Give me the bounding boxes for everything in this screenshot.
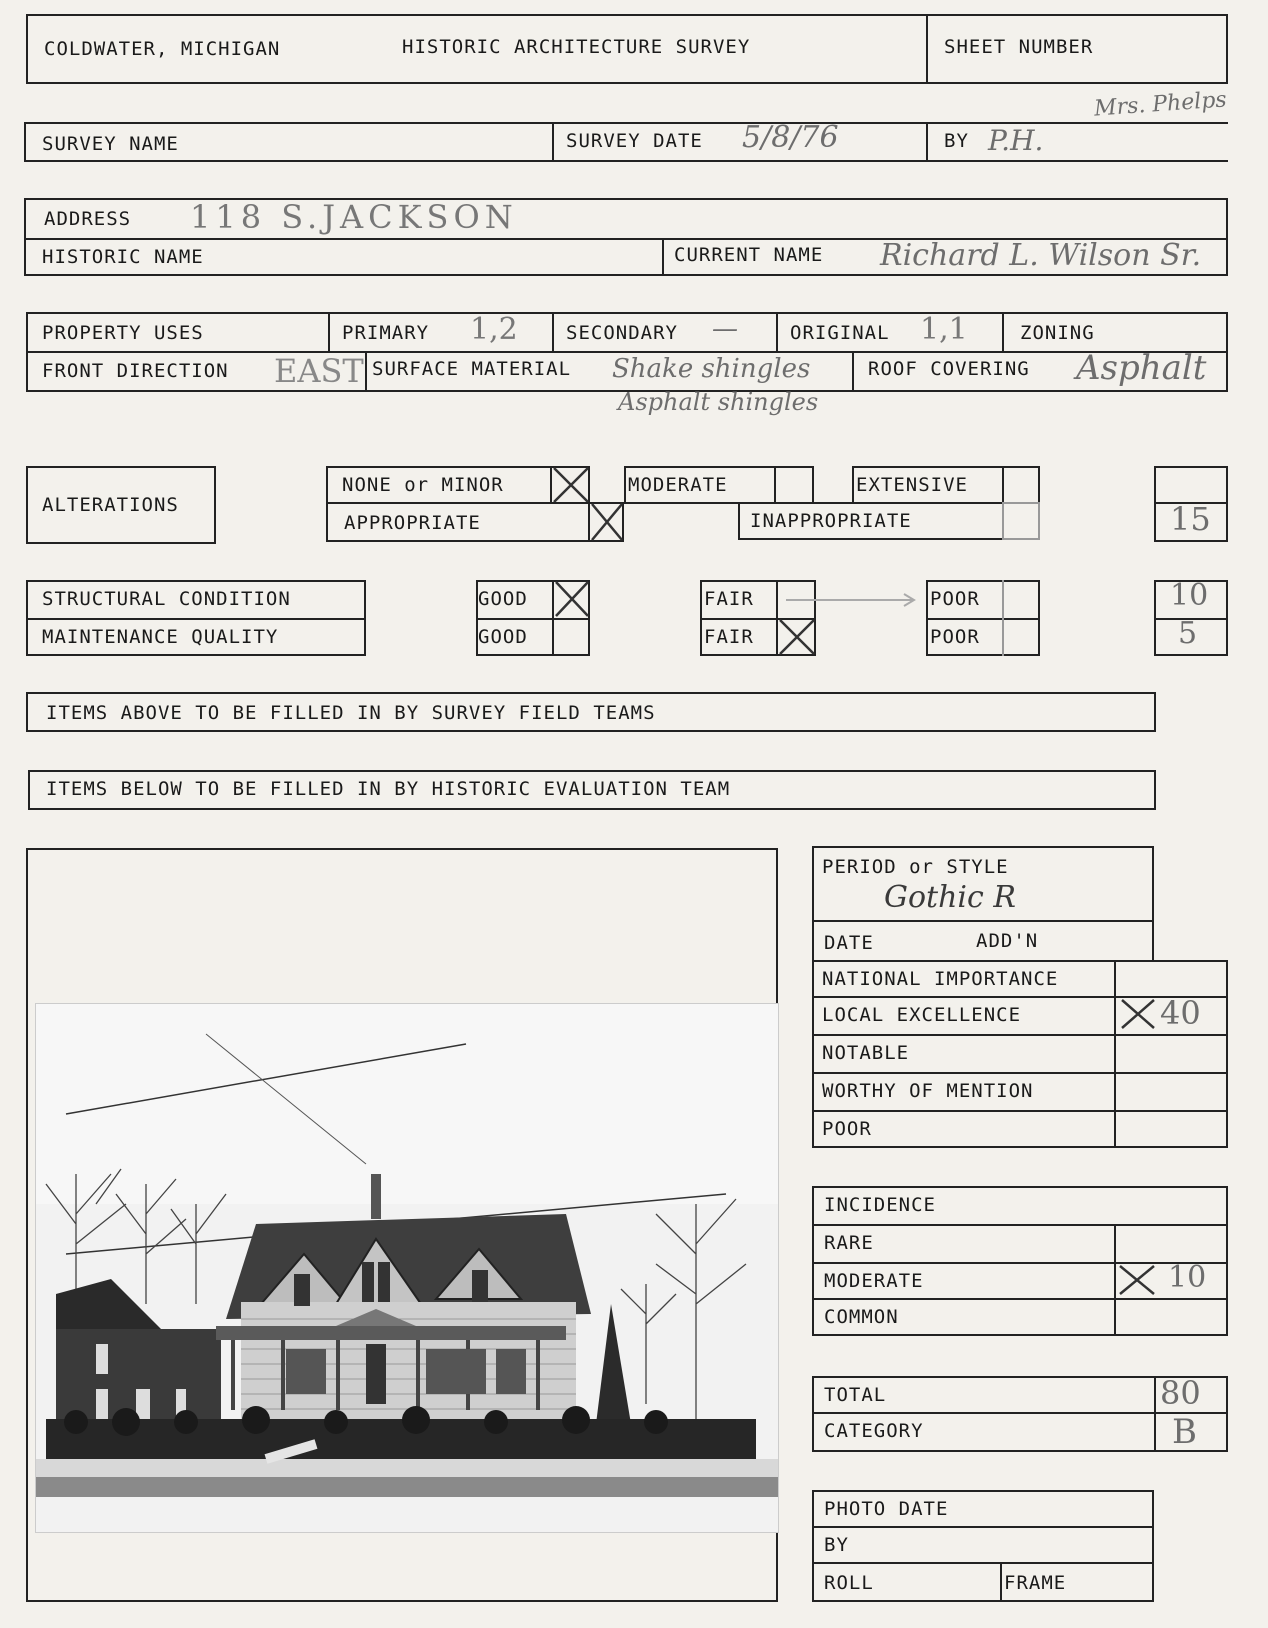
category-value: B <box>1172 1412 1197 1452</box>
maintenance-score: 5 <box>1178 616 1198 651</box>
incidence-moderate-score: 10 <box>1168 1260 1207 1295</box>
alterations-label: ALTERATIONS <box>42 494 179 516</box>
appropriate-label: APPROPRIATE <box>344 512 481 534</box>
current-name-divider <box>662 238 664 276</box>
notable-label: NOTABLE <box>822 1042 910 1064</box>
primary-value: 1,2 <box>470 312 518 347</box>
items-above-note: ITEMS ABOVE TO BE FILLED IN BY SURVEY FIELD TEAMS <box>46 702 656 724</box>
total-value: 80 <box>1160 1374 1201 1412</box>
current-name-value: Richard L. Wilson Sr. <box>880 238 1202 273</box>
property-divider <box>26 351 1228 353</box>
survey-by-label: BY <box>944 130 969 152</box>
photo-date-label: PHOTO DATE <box>824 1498 949 1520</box>
category-label: CATEGORY <box>824 1420 924 1442</box>
property-v1 <box>328 312 330 352</box>
local-excellence-x-icon <box>1118 996 1158 1032</box>
rare-label: RARE <box>824 1232 874 1254</box>
survey-title: HISTORIC ARCHITECTURE SURVEY <box>402 36 751 58</box>
inappropriate-check[interactable] <box>1002 502 1040 540</box>
importance-row-3 <box>812 1072 1228 1074</box>
roll-label: ROLL <box>824 1572 874 1594</box>
moderate-check[interactable] <box>774 466 814 504</box>
city-label: COLDWATER, MICHIGAN <box>44 38 281 60</box>
totals-divider <box>812 1412 1228 1414</box>
original-value: 1,1 <box>920 312 968 347</box>
extensive-check[interactable] <box>1002 466 1040 504</box>
secondary-label: SECONDARY <box>566 322 678 344</box>
front-direction-label: FRONT DIRECTION <box>42 360 229 382</box>
house-photo <box>36 1004 778 1532</box>
importance-row-4 <box>812 1110 1228 1112</box>
header-divider <box>926 14 928 84</box>
incidence-row-1 <box>812 1224 1228 1226</box>
date-label: DATE <box>824 932 874 954</box>
survey-divider-1 <box>552 122 554 162</box>
property-v6 <box>852 352 854 392</box>
zoning-label: ZONING <box>1020 322 1095 344</box>
importance-score-divider <box>1114 960 1116 1148</box>
survey-by-value: P.H. <box>988 124 1044 157</box>
photo-info-row-1 <box>812 1526 1154 1528</box>
property-v4 <box>1002 312 1004 352</box>
primary-label: PRIMARY <box>342 322 430 344</box>
alterations-score: 15 <box>1170 500 1211 538</box>
incidence-row-3 <box>812 1298 1228 1300</box>
none-minor-x-icon <box>552 466 590 504</box>
incidence-moderate-label: MODERATE <box>824 1270 924 1292</box>
survey-date-label: SURVEY DATE <box>566 130 703 152</box>
property-uses-label: PROPERTY USES <box>42 322 204 344</box>
poor-divider <box>926 618 1040 620</box>
maintenance-poor-label: POOR <box>930 626 980 648</box>
items-below-note: ITEMS BELOW TO BE FILLED IN BY HISTORIC EVALUATION TEAM <box>46 778 731 800</box>
appropriate-x-icon <box>590 502 624 542</box>
current-name-label: CURRENT NAME <box>674 244 824 266</box>
extensive-label: EXTENSIVE <box>856 474 968 496</box>
total-label: TOTAL <box>824 1384 887 1406</box>
roll-frame-divider <box>1000 1562 1002 1602</box>
historic-name-label: HISTORIC NAME <box>42 246 204 268</box>
address-value: 118 S.JACKSON <box>190 198 518 236</box>
addn-label: ADD'N <box>976 930 1039 952</box>
importance-row-2 <box>812 1034 1228 1036</box>
condition-label-divider <box>26 618 366 620</box>
original-label: ORIGINAL <box>790 322 890 344</box>
roof-covering-value: Asphalt <box>1076 348 1207 388</box>
inappropriate-label: INAPPROPRIATE <box>750 510 912 532</box>
national-importance-label: NATIONAL IMPORTANCE <box>822 968 1059 990</box>
structural-score: 10 <box>1170 578 1209 613</box>
period-style-value: Gothic R <box>884 880 1016 915</box>
structural-poor-label: POOR <box>930 588 980 610</box>
poor-check-divider <box>1002 580 1004 656</box>
none-minor-label: NONE or MINOR <box>342 474 504 496</box>
roof-covering-label: ROOF COVERING <box>868 358 1030 380</box>
maintenance-fair-x-icon <box>778 618 816 656</box>
incidence-row-2 <box>812 1262 1228 1264</box>
evaluation-poor-label: POOR <box>822 1118 872 1140</box>
common-label: COMMON <box>824 1306 899 1328</box>
survey-divider-2 <box>926 122 928 162</box>
sheet-note: Mrs. Phelps <box>1093 87 1228 122</box>
incidence-label: INCIDENCE <box>824 1194 936 1216</box>
property-v3 <box>776 312 778 352</box>
moderate-label: MODERATE <box>628 474 728 496</box>
address-label: ADDRESS <box>44 208 132 230</box>
property-v2 <box>552 312 554 352</box>
sheet-number-label: SHEET NUMBER <box>944 36 1094 58</box>
maintenance-good-label: GOOD <box>478 626 528 648</box>
survey-name-label: SURVEY NAME <box>42 133 179 155</box>
frame-label: FRAME <box>1004 1572 1067 1594</box>
survey-date-value: 5/8/76 <box>742 120 839 155</box>
local-excellence-score: 40 <box>1160 994 1201 1032</box>
structural-good-label: GOOD <box>478 588 528 610</box>
secondary-value: — <box>712 314 738 344</box>
house-photo-graphic <box>36 1004 778 1532</box>
maintenance-quality-label: MAINTENANCE QUALITY <box>42 626 279 648</box>
surface-material-value: Shake shingles <box>612 354 811 384</box>
worthy-of-mention-label: WORTHY OF MENTION <box>822 1080 1034 1102</box>
totals-score-divider <box>1154 1376 1156 1452</box>
photo-by-label: BY <box>824 1534 849 1556</box>
period-style-label: PERIOD or STYLE <box>822 856 1009 878</box>
good-divider <box>476 618 590 620</box>
maintenance-fair-label: FAIR <box>704 626 754 648</box>
surface-material-value-2: Asphalt shingles <box>618 388 819 416</box>
structural-fair-label: FAIR <box>704 588 754 610</box>
incidence-moderate-x-icon <box>1116 1262 1158 1298</box>
local-excellence-label: LOCAL EXCELLENCE <box>822 1004 1022 1026</box>
structural-arrow-icon <box>784 590 924 610</box>
structural-condition-label: STRUCTURAL CONDITION <box>42 588 291 610</box>
front-direction-value: EAST <box>274 352 364 390</box>
photo-info-row-2 <box>812 1562 1154 1564</box>
property-v5 <box>365 352 367 392</box>
surface-material-label: SURFACE MATERIAL <box>372 358 572 380</box>
structural-good-x-icon <box>554 580 590 618</box>
